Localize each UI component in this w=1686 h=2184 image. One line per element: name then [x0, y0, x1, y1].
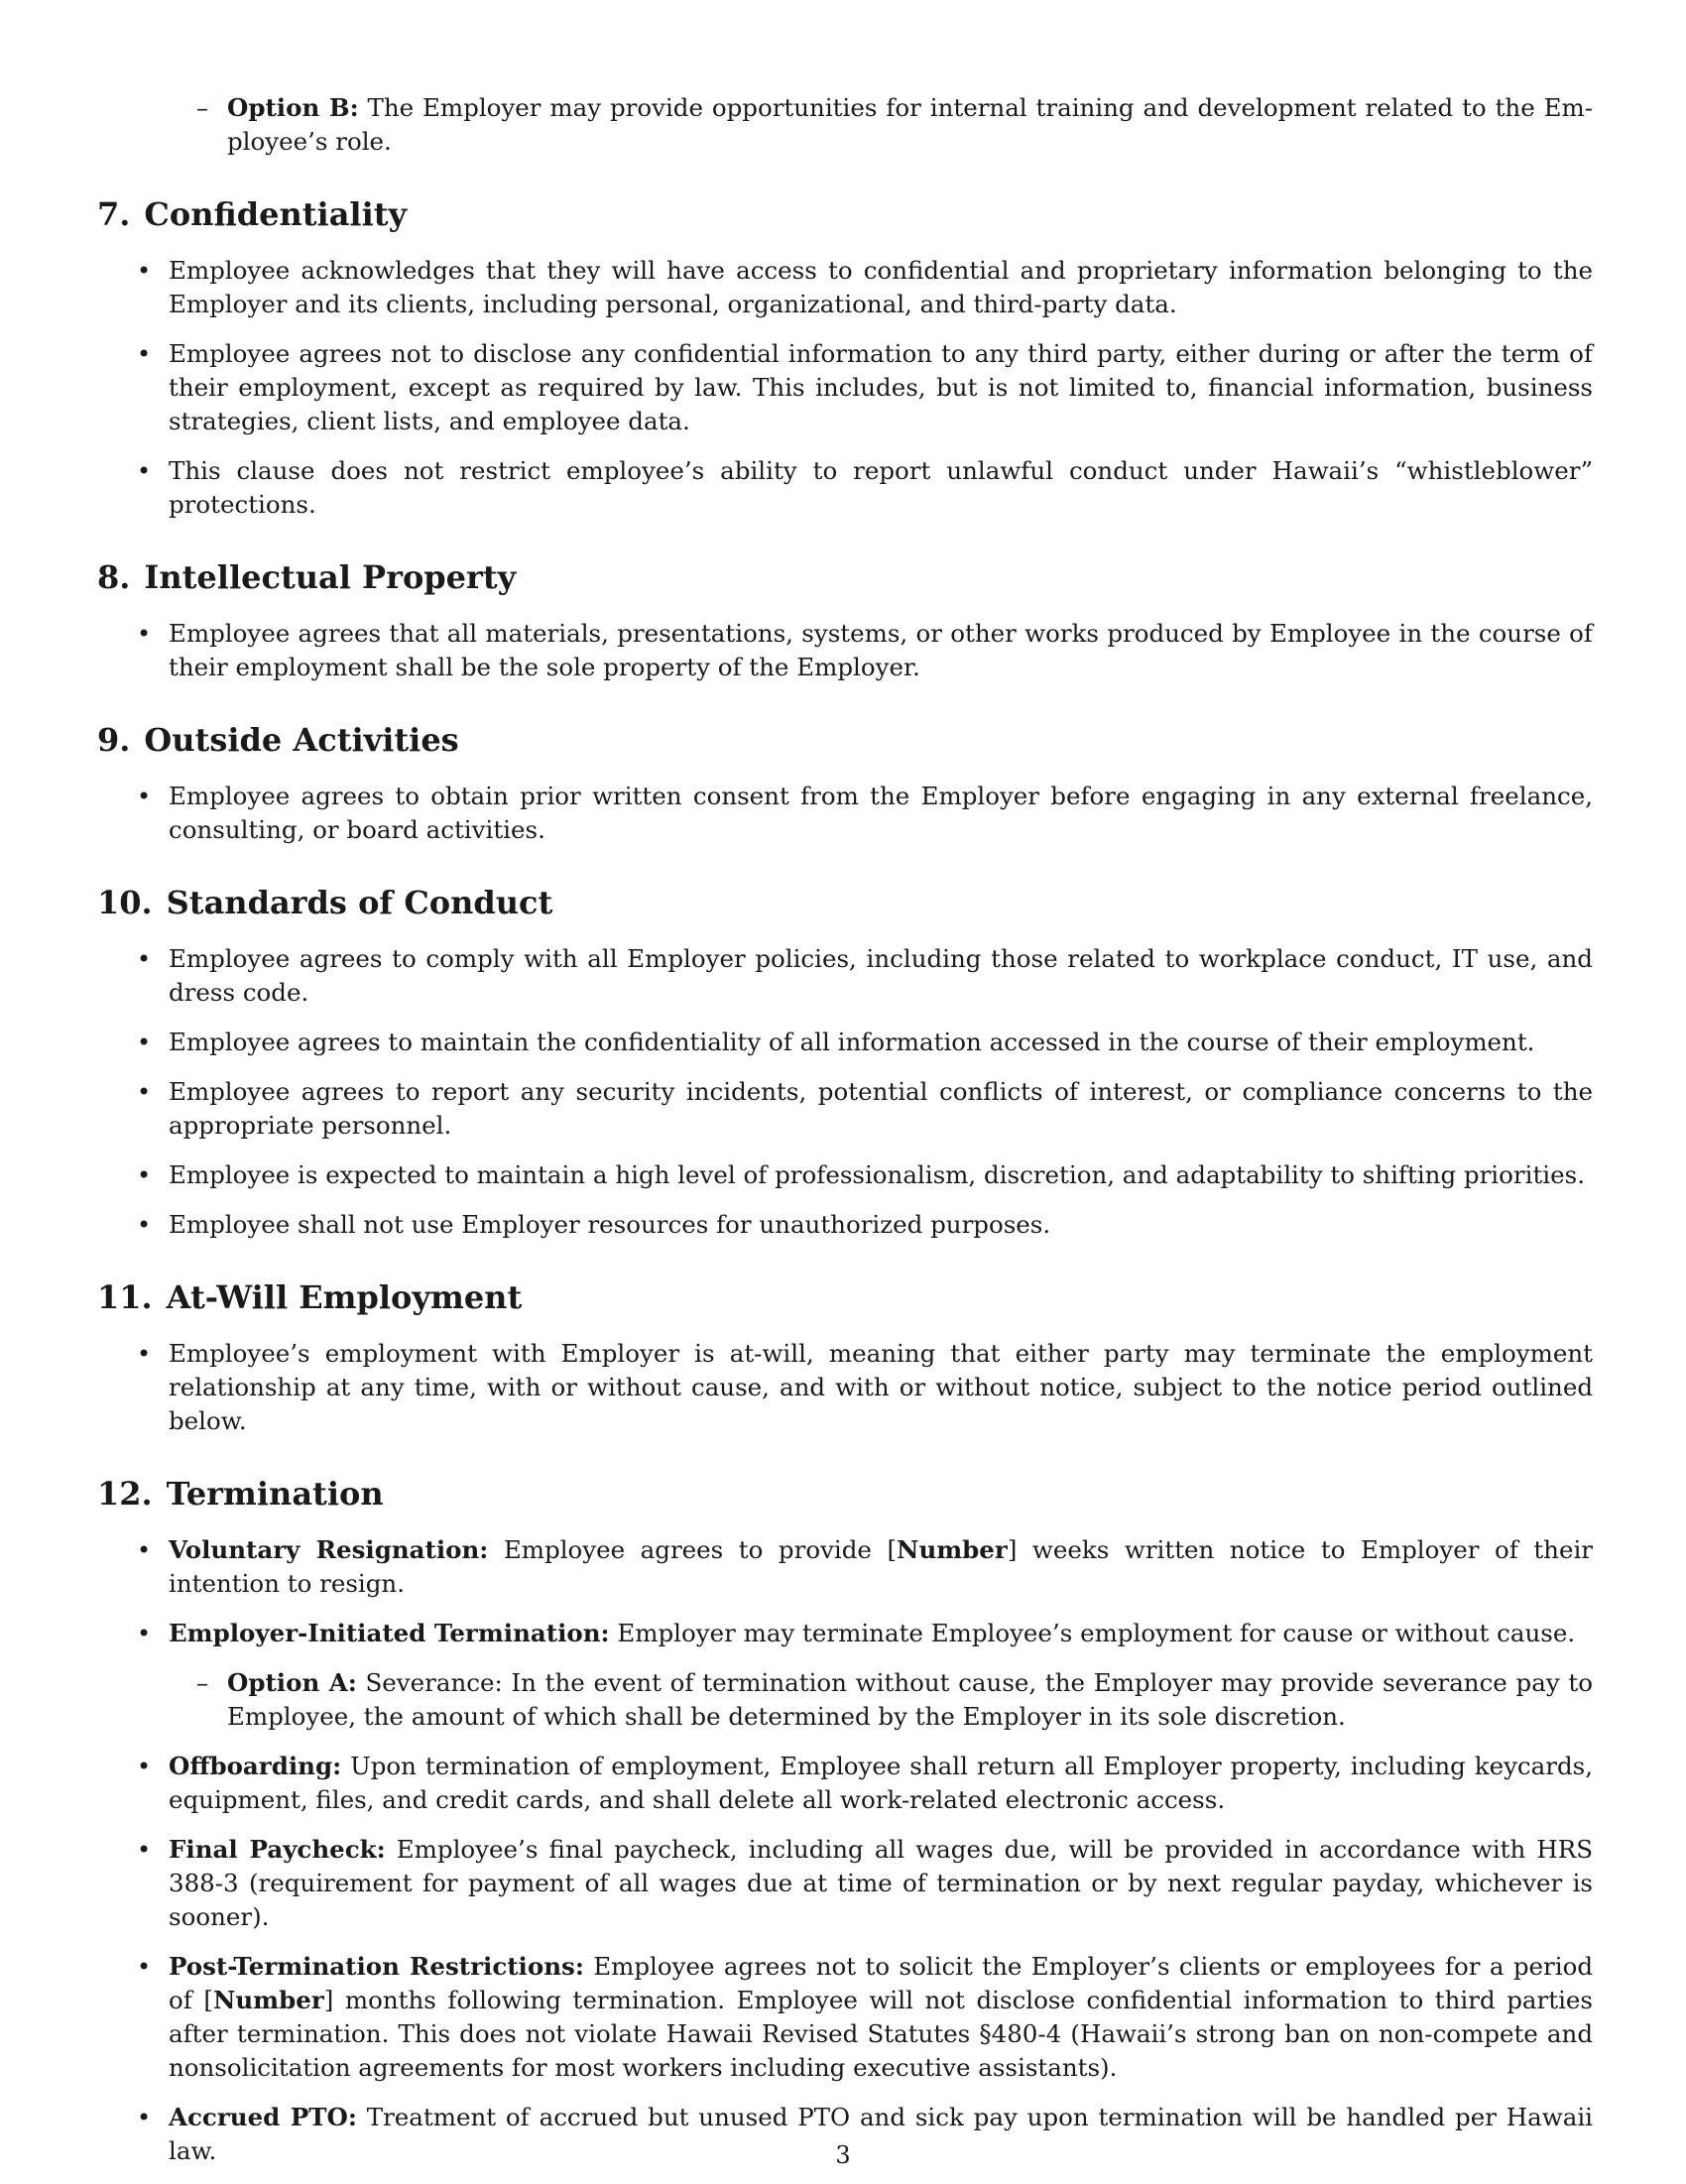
section-heading-confidentiality [97, 194, 1593, 234]
section-number: 11. [97, 1278, 153, 1316]
item-text: Upon termination of employment, Employee shall return all Employer property, including keycards, equipment, files, and credit cards, and shall delete all work-related electronic access. [169, 1752, 1593, 1814]
termination-list [97, 1533, 1593, 2168]
item-label: Voluntary Resignation: [169, 1535, 489, 1564]
number-placeholder: Number [897, 1535, 1008, 1564]
at-will-list [97, 1337, 1593, 1438]
list-item: • Employee acknowledges that they will have access to confidential and proprietary information belonging to the Employer and its clients, including personal, organizational, and third-party data. [97, 254, 1593, 321]
item-text: ] weeks written notice to Employer of their intention to resign. [169, 1535, 1594, 1598]
item-text: Employer may terminate Employee’s employment for cause or without cause. [609, 1619, 1576, 1647]
list-item: • This clause does not restrict employee’s ability to report unlawful conduct under Hawaii’s “whistleblower” protections. [97, 454, 1593, 522]
outside-activities-list [97, 780, 1593, 847]
option-label: Option B: [227, 93, 359, 122]
section-heading-standards-of-conduct [97, 883, 1593, 922]
offboarding-item [97, 1750, 1593, 1817]
final-paycheck-item [97, 1833, 1593, 1934]
item-text: Employee agrees not to solicit the Employer’s clients or employees for a period of [ [169, 1952, 1593, 2014]
section-heading-intellectual-property [97, 557, 1593, 597]
option-a-item [97, 1666, 1593, 1734]
list-item: • Employee shall not use Employer resources for unauthorized purposes. [97, 1208, 1593, 1242]
item-text: Treatment of accrued but unused PTO and sick pay upon termination will be handled per Hawaii law. [169, 2103, 1593, 2165]
item-label: Offboarding: [169, 1752, 342, 1780]
voluntary-resignation-item [97, 1533, 1593, 1601]
list-item: • Employee agrees that all materials, presentations, systems, or other works produced by Employee in the course of their employment shall be the sole property of the Employer. [97, 617, 1593, 684]
list-item: • Employee is expected to maintain a high level of professionalism, discretion, and adaptability to shifting priorities. [97, 1158, 1593, 1192]
option-text: Severance: In the event of termination without cause, the Employer may provide severance pay to Employee, the amount of which shall be determined by the Employer in its sole discretion. [227, 1668, 1593, 1731]
section-title: Termination [166, 1475, 384, 1513]
section-number: 10. [97, 884, 153, 921]
option-text: The Employer may provide opportunities for internal training and development related to the Employee’s role. [227, 93, 1593, 156]
section-title: Intellectual Property [144, 558, 517, 596]
section-number: 12. [97, 1475, 153, 1513]
list-item: • Employee agrees to obtain prior written consent from the Employer before engaging in any external freelance, consulting, or board activities. [97, 780, 1593, 847]
employer-initiated-termination-item [97, 1617, 1593, 1734]
list-item: • Employee’s employment with Employer is at-will, meaning that either party may terminate the employment relationship at any time, with or without cause, and with or without notice, subject to the notice period outlined below. [97, 1337, 1593, 1438]
section-title: Confidentiality [144, 195, 408, 233]
item-label: Employer-Initiated Termination: [169, 1619, 610, 1647]
option-label: Option A: [227, 1668, 357, 1697]
section-heading-at-will-employment [97, 1277, 1593, 1317]
list-item: • Employee agrees not to disclose any confidential information to any third party, either during or after the term of their employment, except as required by law. This includes, but is not limited to, financial information, business strategies, client lists, and employee data. [97, 337, 1593, 438]
section-number: 8. [97, 558, 131, 596]
item-label: Accrued PTO: [169, 2103, 357, 2131]
list-item: • Employee agrees to report any security incidents, potential conflicts of interest, or compliance concerns to the appropriate personnel. [97, 1075, 1593, 1143]
severance-option-list [97, 1666, 1593, 1734]
item-text: Employee’s final paycheck, including all wages due, will be provided in accordance with HRS 388-3 (requirement for payment of all wages due at time of termination or by next regular payday, whichever is sooner). [169, 1835, 1594, 1931]
section-number: 9. [97, 721, 131, 759]
section-heading-termination [97, 1474, 1593, 1514]
confidentiality-list [97, 254, 1593, 522]
section-number: 7. [97, 195, 131, 233]
number-placeholder: Number [212, 1986, 324, 2014]
page-number: 3 [835, 2141, 851, 2169]
option-b-item [97, 91, 1593, 159]
list-item: • Employee agrees to maintain the confidentiality of all information accessed in the course of their employment. [97, 1026, 1593, 1059]
section-title: Standards of Conduct [166, 884, 553, 921]
option-list [97, 91, 1593, 159]
list-item: • Employee agrees to comply with all Employer policies, including those related to workplace conduct, IT use, and dress code. [97, 942, 1593, 1010]
item-label: Post-Termination Restrictions: [169, 1952, 584, 1981]
item-text: ] months following termination. Employee will not disclose confidential information to third parties after termination. This does not violate Hawaii Revised Statutes §480-4 (Hawaii’s strong ban on non-compete and nonsolicitation agreements for most workers including executive assistants). [169, 1986, 1593, 2082]
section-title: Outside Activities [144, 721, 459, 759]
section-title: At-Will Employment [166, 1278, 523, 1316]
section-heading-outside-activities [97, 720, 1593, 760]
post-termination-item [97, 1950, 1593, 2085]
item-text: Employee agrees to provide [ [488, 1535, 898, 1564]
intellectual-property-list [97, 617, 1593, 684]
document-body [97, 91, 1593, 2184]
item-label: Final Paycheck: [169, 1835, 386, 1864]
standards-of-conduct-list [97, 942, 1593, 1242]
